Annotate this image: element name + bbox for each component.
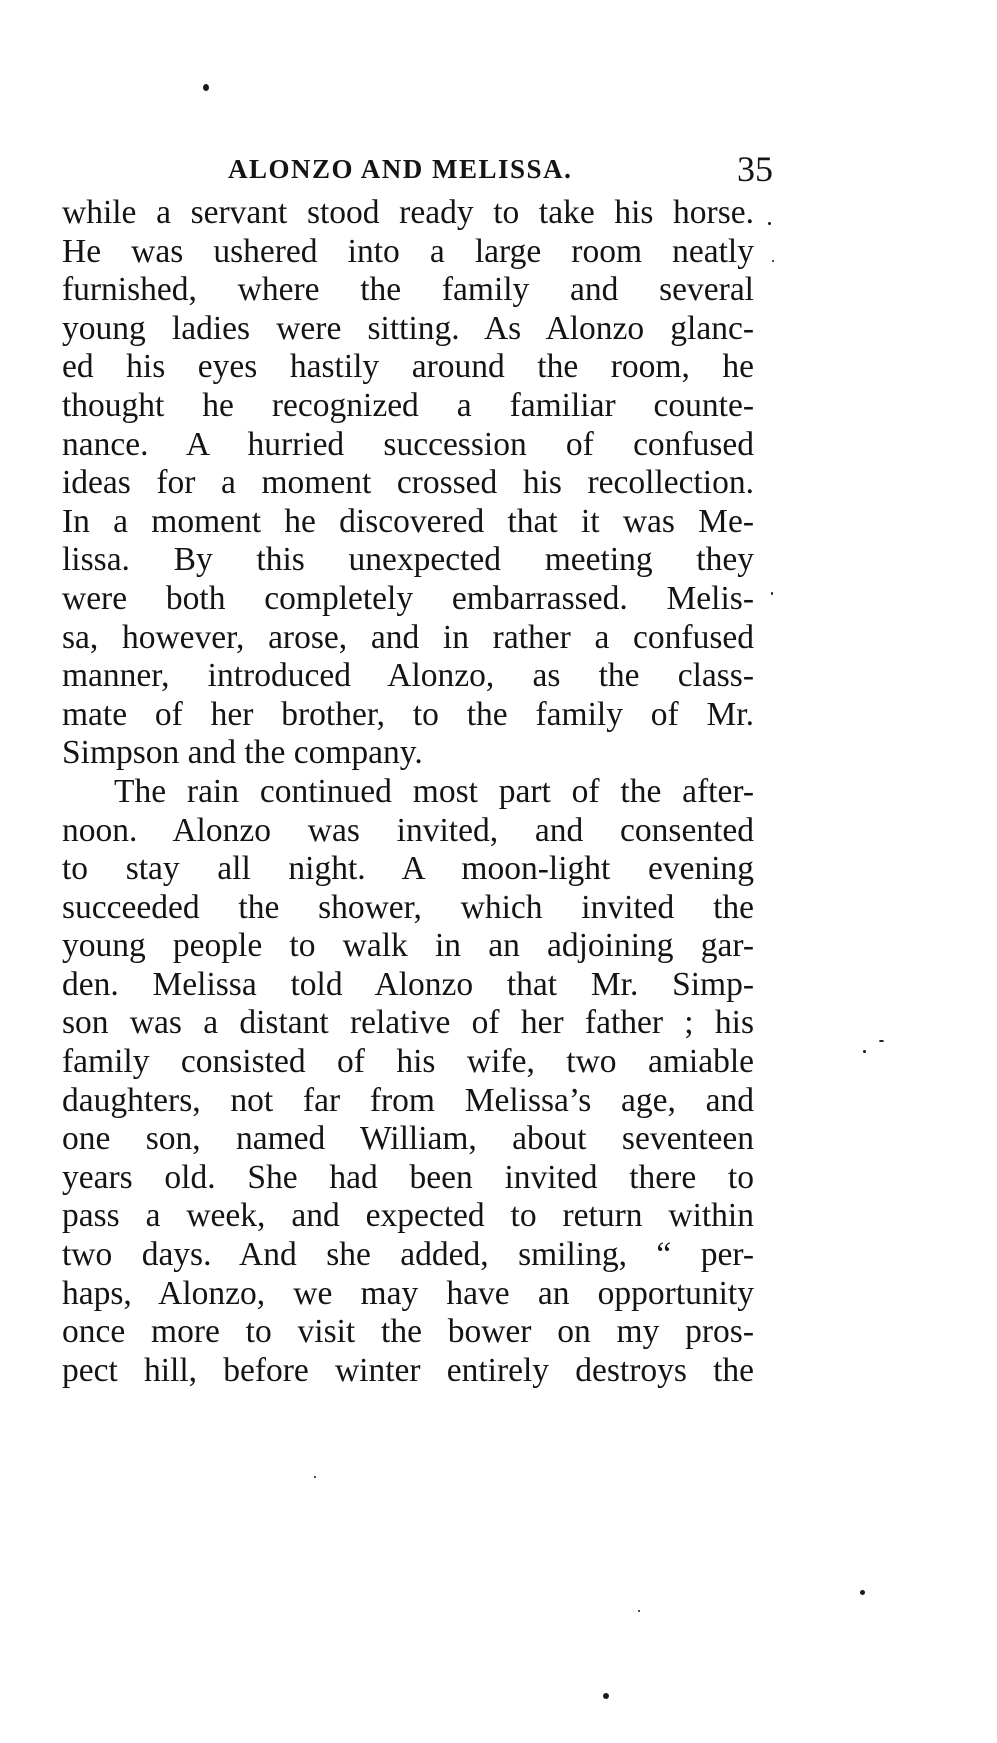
- text-line: thought he recognized a familiar counte-: [62, 386, 754, 424]
- ink-speck: [638, 1610, 640, 1612]
- text-line: years old. She had been invited there to: [62, 1158, 754, 1196]
- ink-speck: [314, 1476, 316, 1478]
- text-line: daughters, not far from Melissa’s age, and: [62, 1081, 754, 1119]
- text-line: ideas for a moment crossed his recollection.: [62, 464, 754, 502]
- text-line: succeeded the shower, which invited the: [62, 888, 754, 926]
- ink-speck: [860, 1590, 865, 1595]
- text-line: young ladies were sitting. As Alonzo glanc-: [62, 309, 754, 347]
- text-line: In a moment he discovered that it was Me-: [62, 502, 754, 540]
- body-text: [62, 194, 754, 1390]
- ink-speck: [203, 84, 209, 91]
- text-line: manner, introduced Alonzo, as the class-: [62, 657, 754, 695]
- text-line: ed his eyes hastily around the room, he: [62, 348, 754, 386]
- text-line: He was ushered into a large room neatly: [62, 232, 754, 270]
- ink-speck: [768, 222, 771, 225]
- text-line: sa, however, arose, and in rather a confused: [62, 618, 754, 656]
- text-line: were both completely embarrassed. Melis-: [62, 579, 754, 617]
- text-line: pass a week, and expected to return within: [62, 1197, 754, 1235]
- text-line: nance. A hurried succession of confused: [62, 425, 754, 463]
- text-line: young people to walk in an adjoining gar-: [62, 927, 754, 965]
- ink-speck: [603, 1693, 609, 1699]
- ink-speck: [879, 1040, 884, 1042]
- page-number: 35: [737, 149, 773, 189]
- text-line: once more to visit the bower on my pros-: [62, 1313, 754, 1351]
- ink-speck: [772, 260, 774, 262]
- page-header: [228, 150, 773, 190]
- text-line: family consisted of his wife, two amiable: [62, 1043, 754, 1081]
- text-line: furnished, where the family and several: [62, 271, 754, 309]
- text-line: lissa. By this unexpected meeting they: [62, 541, 754, 579]
- running-title: ALONZO AND MELISSA.: [228, 154, 573, 184]
- text-line: den. Melissa told Alonzo that Mr. Simp-: [62, 965, 754, 1003]
- text-line: mate of her brother, to the family of Mr.: [62, 695, 754, 733]
- ink-speck: [863, 1050, 866, 1053]
- text-line: son was a distant relative of her father ; his: [62, 1004, 754, 1042]
- paragraph-end-line: Simpson and the company.: [62, 734, 423, 772]
- text-line: two days. And she added, smiling, “ per-: [62, 1236, 754, 1274]
- text-line: while a servant stood ready to take his horse.: [62, 194, 754, 231]
- text-line: one son, named William, about seventeen: [62, 1120, 754, 1158]
- ink-speck: [771, 592, 773, 595]
- text-line: to stay all night. A moon-light evening: [62, 850, 754, 888]
- text-line: noon. Alonzo was invited, and consented: [62, 811, 754, 849]
- paragraph-start-line: The rain continued most part of the after-: [114, 772, 754, 810]
- text-line: haps, Alonzo, we may have an opportunity: [62, 1274, 754, 1312]
- text-line: pect hill, before winter entirely destroys the: [62, 1351, 754, 1389]
